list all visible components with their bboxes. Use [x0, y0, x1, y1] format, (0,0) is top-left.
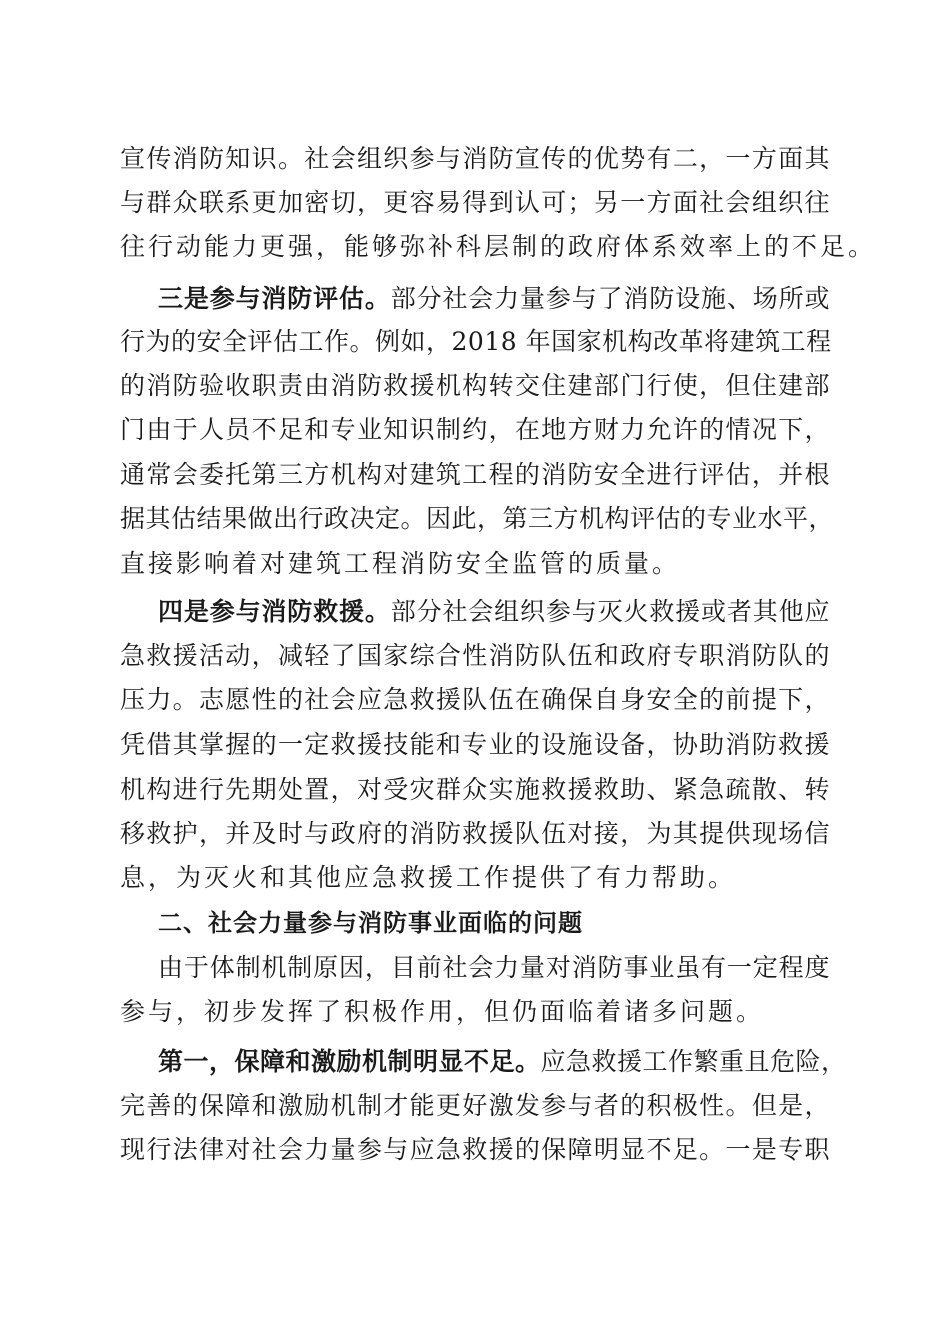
text-line: 宣传消防知识。社会组织参与消防宣传的优势有二，一方面其 [120, 144, 830, 173]
text-line: 息，为灭火和其他应急救援工作提供了有力帮助。 [120, 863, 737, 892]
text-line: 通常会委托第三方机构对建筑工程的消防安全进行评估，并根 [120, 460, 830, 489]
paragraph-first-line [158, 590, 830, 634]
text-line: 直接影响着对建筑工程消防安全监管的质量。 [120, 549, 681, 578]
paragraph-first-line: 由于体制机制原因，目前社会力量对消防事业虽有一定程度 [158, 953, 830, 982]
text-line: 的消防验收职责由消防救援机构转交住建部门行使，但住建部 [120, 371, 830, 400]
paragraph-text: 应急救援工作繁重且危险， [540, 1047, 847, 1076]
paragraph-text: 部分社会组织参与灭火救援或者其他应 [390, 597, 830, 626]
text-line: 与群众联系更加密切，更容易得到认可；另一方面社会组织往 [120, 188, 830, 217]
paragraph-first-line [158, 1040, 847, 1084]
text-line: 移救护，并及时与政府的消防救援队伍对接，为其提供现场信 [120, 819, 830, 848]
text-line: 凭借其掌握的一定救援技能和专业的设施设备，协助消防救援 [120, 730, 830, 759]
paragraph-text: 部分社会力量参与了消防设施、场所或 [390, 284, 830, 313]
text-line: 机构进行先期处置，对受灾群众实施救援救助、紧急疏散、转 [120, 775, 830, 804]
text-line: 行为的安全评估工作。例如，2018 年国家机构改革将建筑工程 [120, 327, 832, 356]
paragraph-first-line [158, 277, 830, 321]
text-line: 完善的保障和激励机制才能更好激发参与者的积极性。但是， [120, 1091, 830, 1120]
text-line: 急救援活动，减轻了国家综合性消防队伍和政府专职消防队的 [120, 641, 830, 670]
paragraph-lead: 四是参与消防救援。 [158, 597, 391, 626]
section-heading: 二、社会力量参与消防事业面临的问题 [158, 909, 583, 937]
paragraph-lead: 第一，保障和激励机制明显不足。 [158, 1047, 541, 1076]
text-line: 参与，初步发挥了积极作用，但仍面临着诸多问题。 [120, 997, 765, 1026]
text-line: 压力。志愿性的社会应急救援队伍在确保自身安全的前提下， [120, 685, 830, 714]
text-line: 现行法律对社会力量参与应急救援的保障明显不足。一是专职 [120, 1135, 830, 1164]
text-line: 门由于人员不足和专业知识制约，在地方财力允许的情况下， [120, 415, 830, 444]
text-line: 往行动能力更强，能够弥补科层制的政府体系效率上的不足。 [120, 232, 877, 261]
paragraph-lead: 三是参与消防评估。 [158, 284, 391, 313]
text-line: 据其估结果做出行政决定。因此，第三方机构评估的专业水平， [120, 504, 835, 533]
